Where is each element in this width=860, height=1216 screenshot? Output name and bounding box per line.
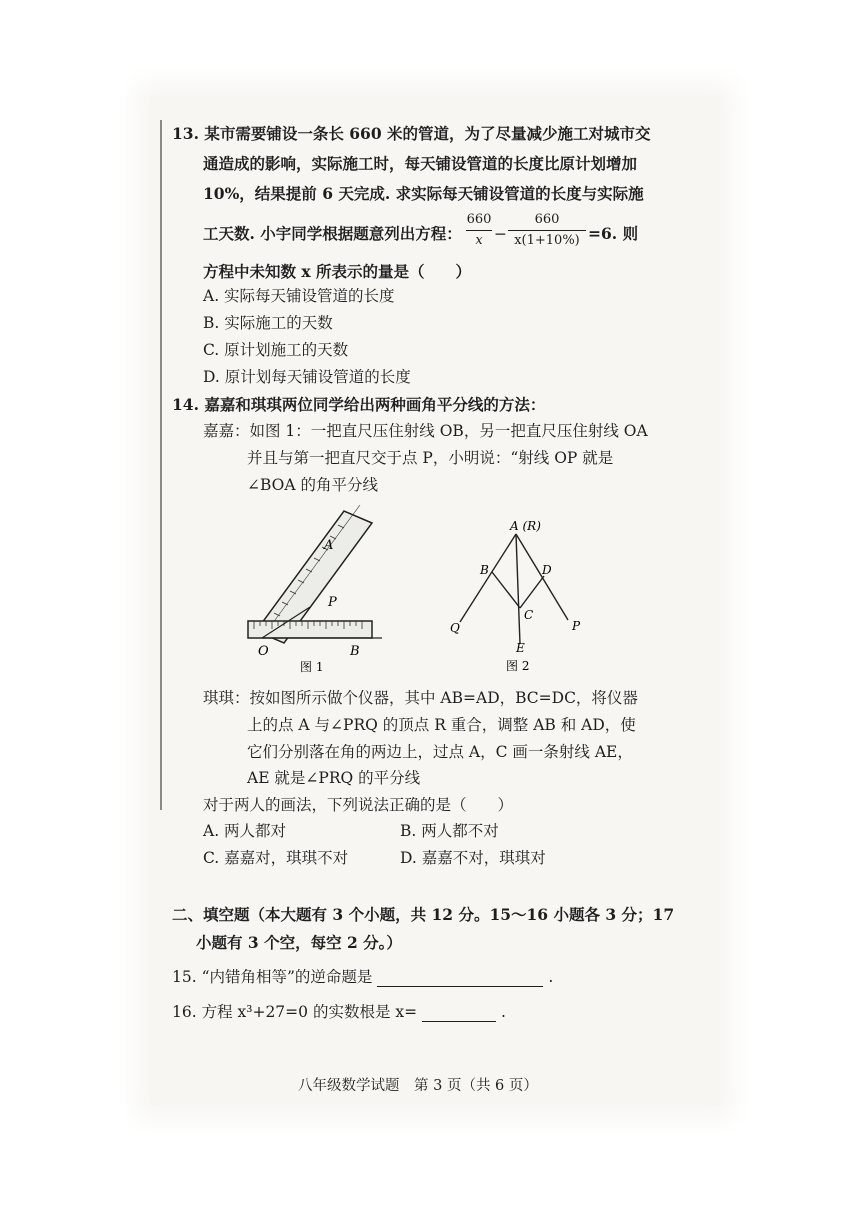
q14-qi-line4: AE 就是∠PRQ 的平分线 [247,769,421,787]
q15-text [172,967,553,987]
frac2-denominator: x(1+10%) [514,233,580,248]
q16-prefix: 16. 方程 x³+27=0 的实数根是 x= [172,1003,418,1021]
fig1-label-o: O [258,644,269,659]
q13-fraction-1 [466,212,492,249]
q13-fraction-2 [508,212,586,249]
q13-line5: 方程中未知数 x 所表示的量是（ ） [203,262,472,281]
fig1-label-b: B [350,644,360,659]
q14-option-b: B. 两人都不对 [400,822,499,840]
fig2-caption: 图 2 [506,659,530,672]
section2-heading-line2: 小题有 3 个空，每空 2 分。） [196,933,402,952]
q13-option-c: C. 原计划施工的天数 [203,341,349,359]
frac2-numerator: 660 [534,212,560,227]
q15-answer-blank[interactable] [377,970,543,987]
q15-suffix: . [548,968,554,986]
fig2-label-d: D [542,563,552,577]
ray-ae [516,534,520,644]
q14-jia-line1: 嘉嘉：如图 1：一把直尺压住射线 OB，另一把直尺压住射线 OA [203,422,648,440]
q14-option-a: A. 两人都对 [203,822,287,840]
page-footer: 八年级数学试题 第 3 页（共 6 页） [298,1078,538,1094]
exam-paper [150,96,720,1106]
q14-option-d: D. 嘉嘉不对，琪琪对 [400,849,546,867]
q14-jia-line2: 并且与第一把直尺交于点 P，小明说：“射线 OP 就是 [247,449,614,467]
frac1-denominator: x [475,233,483,248]
fig2-label-b: B [480,563,489,577]
fig2-label-q: Q [450,621,460,635]
figure-1 [240,505,385,675]
q14-qi-line3: 它们分别落在角的两边上，过点 A，C 画一条射线 AE， [247,743,633,761]
q13-option-a: A. 实际每天铺设管道的长度 [203,287,395,305]
q15-prefix: 15. “内错角相等”的逆命题是 [172,968,373,986]
figure-2 [440,512,590,672]
fig1-caption: 图 1 [300,660,324,674]
q13-option-b: B. 实际施工的天数 [203,314,333,332]
q16-answer-blank[interactable] [422,1005,496,1022]
q13-line2: 通造成的影响，实际施工时，每天铺设管道的长度比原计划增加 [203,154,638,173]
bar-bc [492,572,520,608]
fig2-label-a: A (R) [510,519,541,533]
fig2-label-e: E [516,641,525,655]
q13-option-d: D. 原计划每天铺设管道的长度 [203,368,411,386]
section2-heading-line1: 二、填空题（本大题有 3 个小题，共 12 分。15～16 小题各 3 分；17 [172,905,675,924]
q14-qi-line2: 上的点 A 与∠PRQ 的顶点 R 重合，调整 AB 和 AD，使 [247,716,636,734]
fig2-label-c: C [524,608,534,622]
q14-option-c: C. 嘉嘉对，琪琪不对 [203,849,349,867]
frac1-numerator: 660 [466,212,492,227]
bar-dc [520,576,544,608]
fig1-label-a: A [324,538,334,553]
side-aq [460,534,516,622]
q16-text [172,1002,506,1022]
q13-line4-post: =6. 则 [588,224,639,243]
q13-line3: 10%，结果提前 6 天完成. 求实际每天铺设管道的长度与实际施 [203,184,644,203]
fig1-label-p: P [328,595,337,610]
q16-suffix: . [500,1003,506,1021]
margin-line [160,120,162,810]
q13-line4-pre: 工天数. 小宇同学根据题意列出方程： [203,224,462,243]
q13-minus: − [494,225,507,243]
q14-ask: 对于两人的画法，下列说法正确的是（ ） [203,796,514,814]
fig2-label-p: P [572,619,581,633]
q14-jia-line3: ∠BOA 的角平分线 [247,476,378,494]
q13-line1: 13. 某市需要铺设一条长 660 米的管道，为了尽量减少施工对城市交 [172,124,651,143]
q14-line1: 14. 嘉嘉和琪琪两位同学给出两种画角平分线的方法： [172,395,546,414]
q14-qi-line1: 琪琪：按如图所示做个仪器，其中 AB=AD，BC=DC，将仪器 [203,689,638,707]
